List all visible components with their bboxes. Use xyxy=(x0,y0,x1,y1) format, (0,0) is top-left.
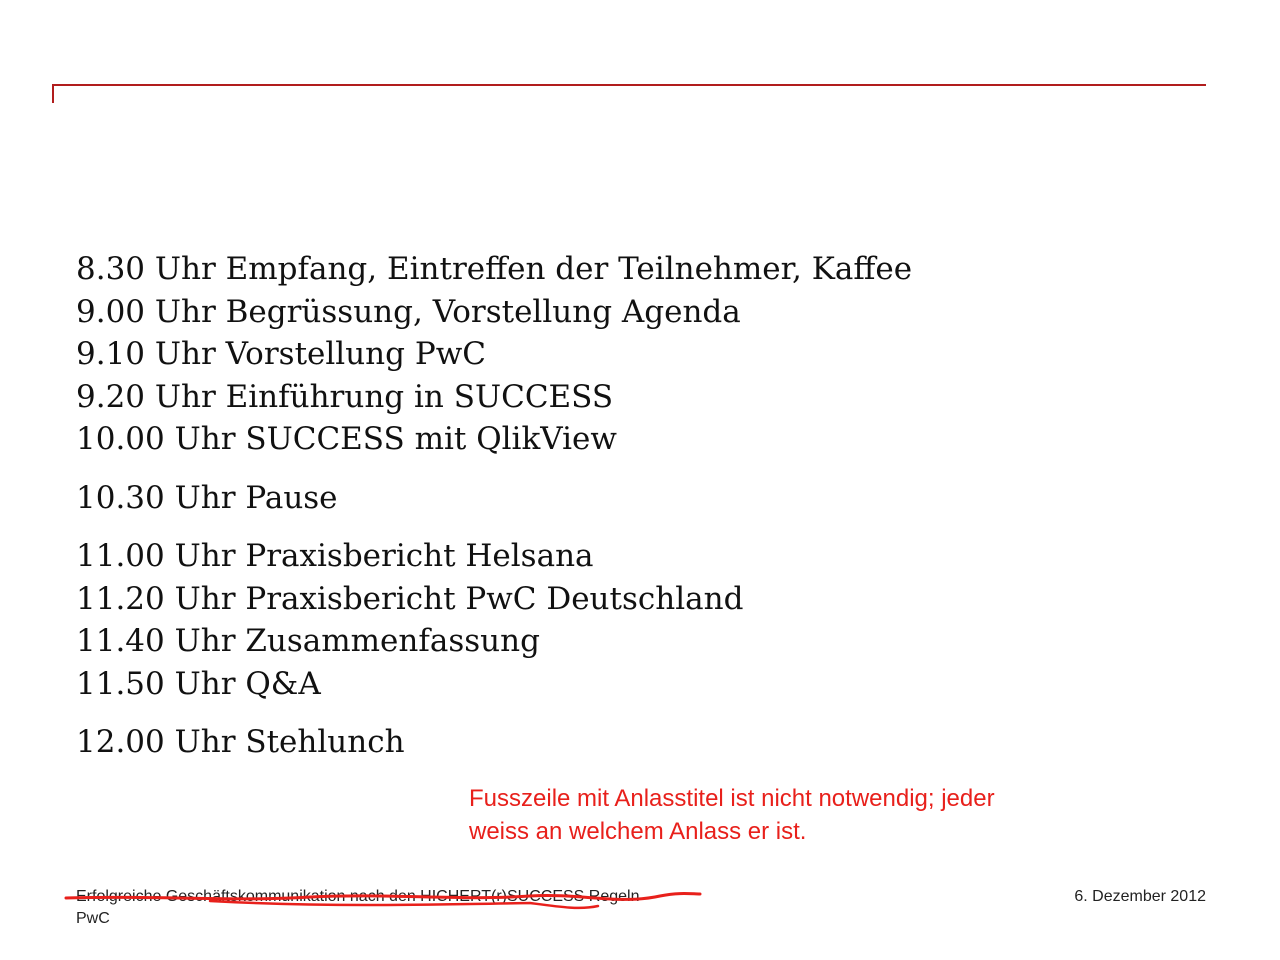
agenda-item: 11.00 Uhr Praxisbericht Helsana xyxy=(76,538,594,574)
header-rule xyxy=(52,84,1206,86)
agenda-item: 9.20 Uhr Einführung in SUCCESS xyxy=(76,378,614,415)
agenda-item: 10.30 Uhr Pause xyxy=(76,479,338,516)
annotation-line: weiss an welchem Anlass er ist. xyxy=(469,818,807,845)
header-rule-corner xyxy=(52,84,54,103)
footer-company: PwC xyxy=(76,910,110,927)
agenda-item: 8.30 Uhr Empfang, Eintreffen der Teilnehmer, Kaffee xyxy=(76,251,913,287)
agenda-list xyxy=(76,248,912,764)
agenda-item: 11.20 Uhr Praxisbericht PwC Deutschland xyxy=(76,580,744,617)
agenda-item: 12.00 Uhr Stehlunch xyxy=(76,724,405,760)
agenda-item: 9.00 Uhr Begrüssung, Vorstellung Agenda xyxy=(76,293,741,330)
agenda-item: 11.40 Uhr Zusammenfassung xyxy=(76,623,540,659)
footer-event-title: Erfolgreiche Geschäftskommunikation nach den HICHERT(r)SUCCESS Regeln xyxy=(76,888,640,905)
footer-date: 6. Dezember 2012 xyxy=(1074,888,1206,905)
agenda-item: 9.10 Uhr Vorstellung PwC xyxy=(76,336,486,372)
agenda-item: 10.00 Uhr SUCCESS mit QlikView xyxy=(76,421,617,457)
review-annotation xyxy=(469,782,1129,848)
footer-left xyxy=(76,886,639,930)
annotation-line: Fusszeile mit Anlasstitel ist nicht notwendig; jeder xyxy=(469,785,995,812)
agenda-item: 11.50 Uhr Q&A xyxy=(76,665,321,702)
